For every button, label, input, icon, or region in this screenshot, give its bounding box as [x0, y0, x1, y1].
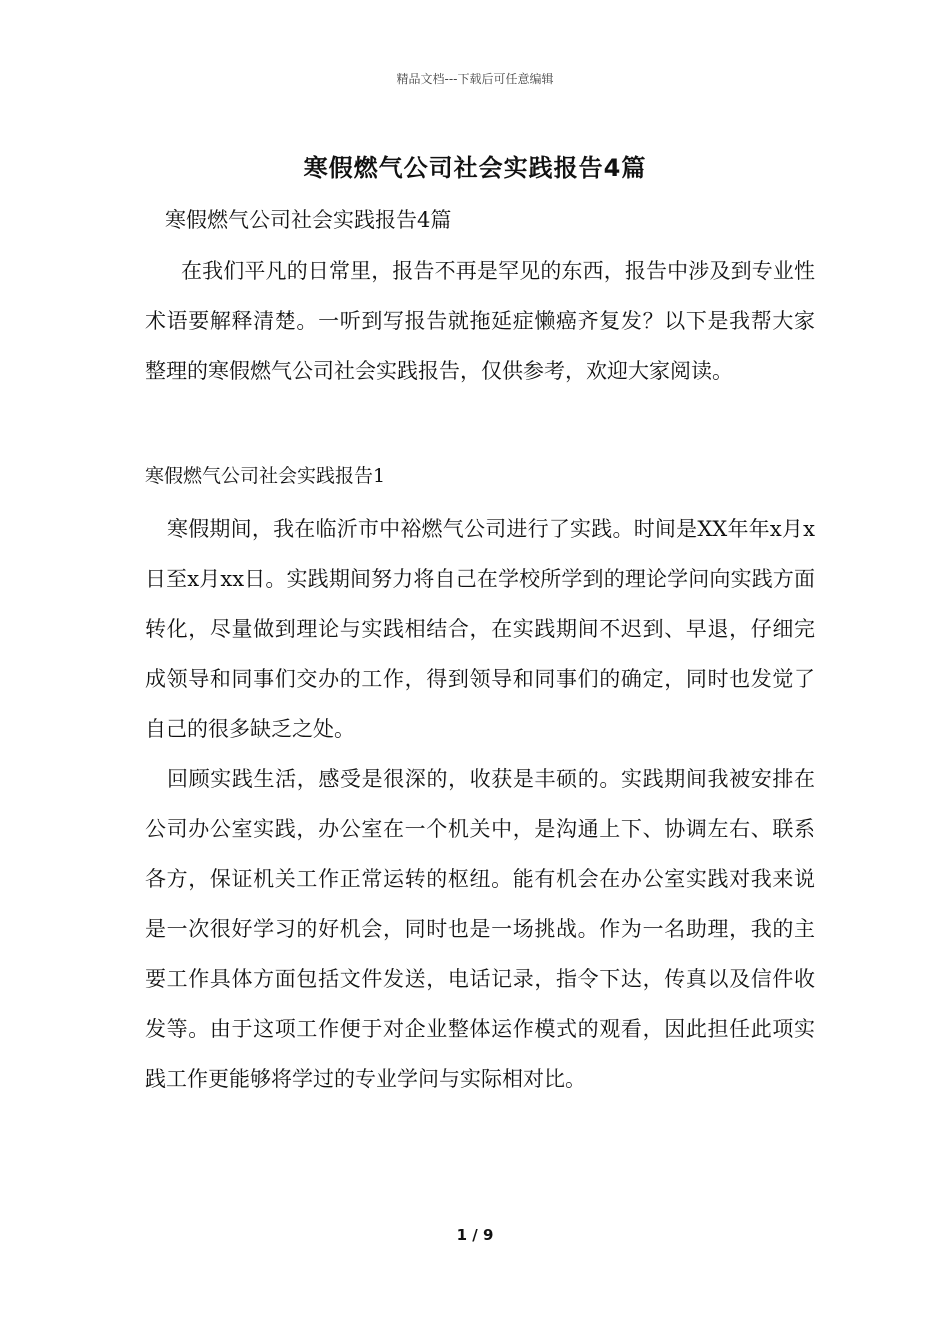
- document-subtitle: 寒假燃气公司社会实践报告4篇: [165, 208, 452, 232]
- document-body: [145, 200, 815, 1104]
- section-heading: 寒假燃气公司社会实践报告1: [145, 465, 386, 487]
- body-paragraph: 回顾实践生活，感受是很深的，收获是丰硕的。实践期间我被安排在公司办公室实践，办公室在一个机关中，是沟通上下、协调左右、联系各方，保证机关工作正常运转的枢纽。能有机会在办公室实践对我来说是一次很好学习的好机会，同时也是一场挑战。作为一名助理，我的主要工作具体方面包括文件发送，电话记录，指令下达，传真以及信件收发等。由于这项工作便于对企业整体运作模式的观看，因此担任此项实践工作更能够将学过的专业学问与实际相对比。: [145, 767, 815, 1091]
- page-number: 1 / 9: [456, 1226, 494, 1244]
- body-paragraph: 寒假期间，我在临沂市中裕燃气公司进行了实践。时间是XX年年x月x日至x月xx日。实践期间努力将自己在学校所学到的理论学问向实践方面转化，尽量做到理论与实践相结合，在实践期间不迟到、早退，仔细完成领导和同事们交办的工作，得到领导和同事们的确定，同时也发觉了自己的很多缺乏之处。: [145, 517, 815, 741]
- page-header-note: 精品文档---下载后可任意编辑: [396, 72, 554, 86]
- document-title: 寒假燃气公司社会实践报告4篇: [303, 154, 647, 182]
- intro-paragraph: 在我们平凡的日常里，报告不再是罕见的东西，报告中涉及到专业性术语要解释清楚。一听到写报告就拖延症懒癌齐复发？以下是我帮大家整理的寒假燃气公司社会实践报告，仅供参考，欢迎大家阅读。: [145, 259, 815, 383]
